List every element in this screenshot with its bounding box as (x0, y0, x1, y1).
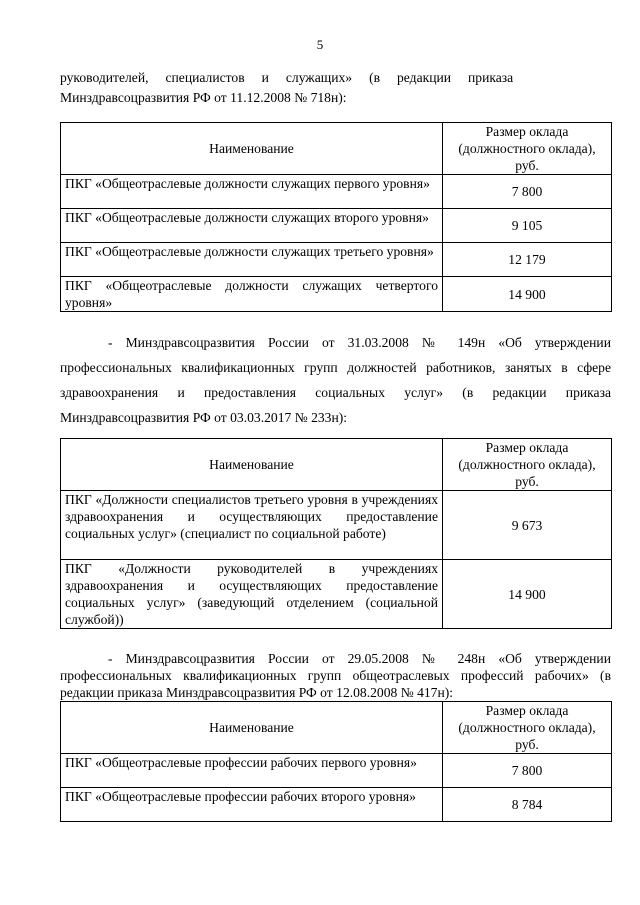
table-row (61, 754, 612, 788)
page-number: 5 (316, 37, 324, 52)
header-name: Наименование (61, 439, 443, 491)
row-salary: 9 673 (443, 491, 612, 560)
intro-paragraph (60, 68, 611, 108)
header-name: Наименование (61, 702, 443, 754)
table-row (61, 209, 612, 243)
intro-line-2: Минздравсоцразвития РФ от 11.12.2008 № 718н): (60, 90, 347, 105)
table-header-row (61, 439, 612, 491)
paragraph-order-149n: - Минздравсоцразвития России от 31.03.2008 № 149н «Об утверждении профессиональных квалификационных групп должностей работников, занятых в сфере здравоохранения и предоставления социальных услуг» (в редакции приказа Минздравсоцразвития РФ от 03.03.2017 № 233н): (60, 335, 611, 425)
header-salary: Размер оклада (должностного оклада), руб. (443, 123, 612, 175)
header-salary: Размер оклада (должностного оклада), руб. (443, 702, 612, 754)
row-salary: 7 800 (443, 175, 612, 209)
salary-table-1 (60, 122, 612, 312)
row-name: ПКГ «Общеотраслевые профессии рабочих первого уровня» (61, 754, 443, 788)
row-salary: 9 105 (443, 209, 612, 243)
row-salary: 14 900 (443, 560, 612, 629)
row-name: ПКГ «Общеотраслевые профессии рабочих второго уровня» (61, 788, 443, 822)
table-row (61, 175, 612, 209)
row-salary: 7 800 (443, 754, 612, 788)
row-salary: 14 900 (443, 277, 612, 312)
table-row (61, 491, 612, 560)
table-row (61, 277, 612, 312)
intro-line-1: руководителей, специалистов и служащих» (в редакции приказа (60, 70, 514, 85)
row-name: ПКГ «Общеотраслевые должности служащих первого уровня» (61, 175, 443, 209)
row-salary: 12 179 (443, 243, 612, 277)
table-row (61, 243, 612, 277)
row-salary: 8 784 (443, 788, 612, 822)
header-salary: Размер оклада (должностного оклада), руб. (443, 439, 612, 491)
row-name: ПКГ «Должности специалистов третьего уровня в учреждениях здравоохранения и осуществляющих предоставление социальных услуг» (специалист по социальной работе) (61, 491, 443, 560)
row-name: ПКГ «Общеотраслевые должности служащих третьего уровня» (61, 243, 443, 277)
row-name: ПКГ «Общеотраслевые должности служащих второго уровня» (61, 209, 443, 243)
row-name: ПКГ «Общеотраслевые должности служащих четвертого уровня» (61, 277, 443, 312)
salary-table-3 (60, 701, 612, 822)
row-name: ПКГ «Должности руководителей в учреждениях здравоохранения и осуществляющих предоставление социальных услуг» (заведующий отделением (социальной службой)) (61, 560, 443, 629)
header-name: Наименование (61, 123, 443, 175)
table-row (61, 560, 612, 629)
table-header-row (61, 702, 612, 754)
salary-table-2 (60, 438, 612, 629)
table-row (61, 788, 612, 822)
paragraph-order-248n: - Минздравсоцразвития России от 29.05.2008 № 248н «Об утверждении профессиональных квалификационных групп общеотраслевых профессий рабочих» (в редакции приказа Минздравсоцразвития РФ от 12.08.2008 № 417н): (60, 651, 611, 700)
table-header-row (61, 123, 612, 175)
